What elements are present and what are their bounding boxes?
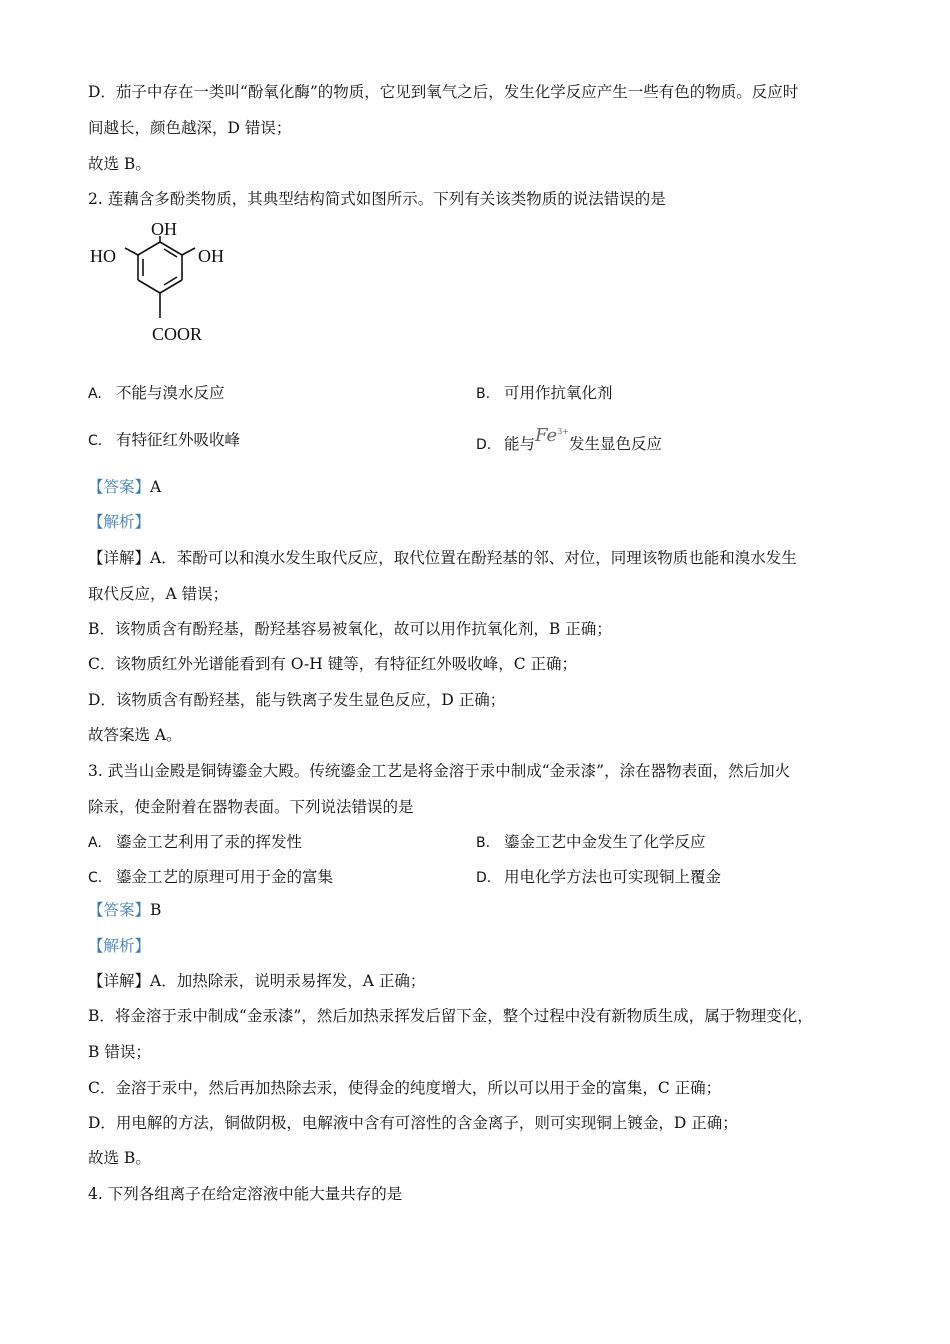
q2-detail-d: D．该物质含有酚羟基，能与铁离子发生显色反应，D 正确； bbox=[88, 691, 506, 709]
prev-detail-d-line1: D．茄子中存在一类叫“酚氧化酶”的物质，它见到氧气之后，发生化学反应产生一些有色的物质。反应时 bbox=[88, 83, 799, 101]
q3-detail-d: D．用电解的方法，铜做阴极，电解液中含有可溶性的含金离子，则可实现铜上镀金，D 正确； bbox=[88, 1114, 738, 1132]
q2-analysis-tag: 【解析】 bbox=[88, 513, 151, 531]
coor-label: COOR bbox=[152, 324, 203, 344]
q3-option-a: A. 鎏金工艺利用了汞的挥发性 bbox=[88, 833, 303, 851]
q2-stem: 2. 莲藕含多酚类物质，其典型结构简式如图所示。下列有关该类物质的说法错误的是 bbox=[88, 190, 666, 208]
prev-conclusion: 故选 B。 bbox=[88, 155, 151, 173]
q3-detail-b-line1: B．将金溶于汞中制成“金汞漆”，然后加热汞挥发后留下金，整个过程中没有新物质生成，属于物理变化， bbox=[88, 1007, 813, 1025]
q3-option-b: B. 鎏金工艺中金发生了化学反应 bbox=[476, 833, 706, 851]
q3-option-c: C. 鎏金工艺的原理可用于金的富集 bbox=[88, 868, 334, 886]
q2-answer: 【答案】A bbox=[88, 478, 162, 496]
q3-option-d: D. 用电化学方法也可实现铜上覆金 bbox=[476, 868, 722, 886]
q2-detail-c: C．该物质红外光谱能看到有 O-H 键等，有特征红外吸收峰，C 正确； bbox=[88, 655, 578, 673]
oh-left-label: HO bbox=[90, 246, 116, 266]
q2-option-c: C. 有特征红外吸收峰 bbox=[88, 431, 241, 449]
q2-conclusion: 故答案选 A。 bbox=[88, 726, 182, 744]
q3-detail-b-line2: B 错误； bbox=[88, 1043, 151, 1061]
q3-stem-line2: 除汞，使金附着在器物表面。下列说法错误的是 bbox=[88, 798, 414, 816]
q2-option-d: D. 能与$Fe^{3+}$发生显色反应 bbox=[476, 425, 662, 453]
q2-detail-b: B．该物质含有酚羟基，酚羟基容易被氧化，故可以用作抗氧化剂，B 正确； bbox=[88, 620, 612, 638]
q3-detail-a: 【详解】A．加热除汞，说明汞易挥发，A 正确； bbox=[88, 972, 426, 990]
oh-right-label: OH bbox=[198, 246, 224, 266]
q3-conclusion: 故选 B。 bbox=[88, 1149, 151, 1167]
oh-top-label: OH bbox=[151, 222, 177, 239]
q2-detail-a-line2: 取代反应，A 错误； bbox=[88, 585, 229, 603]
polyphenol-structure bbox=[85, 222, 245, 352]
prev-detail-d-line2: 间越长，颜色越深，D 错误； bbox=[88, 119, 292, 137]
q4-stem: 4. 下列各组离子在给定溶液中能大量共存的是 bbox=[88, 1185, 403, 1203]
q3-analysis-tag: 【解析】 bbox=[88, 937, 151, 955]
q2-detail-a-line1: 【详解】A．苯酚可以和溴水发生取代反应，取代位置在酚羟基的邻、对位，同理该物质也能和溴水发生 bbox=[88, 549, 797, 567]
fe-ion-formula: $Fe^{3+}$ bbox=[535, 425, 569, 446]
q3-detail-c: C．金溶于汞中，然后再加热除去汞，使得金的纯度增大，所以可以用于金的富集，C 正确； bbox=[88, 1079, 722, 1097]
q2-option-b: B. 可用作抗氧化剂 bbox=[476, 384, 613, 402]
q2-option-a: A. 不能与溴水反应 bbox=[88, 384, 225, 402]
q3-answer: 【答案】B bbox=[88, 901, 162, 919]
q3-stem-line1: 3. 武当山金殿是铜铸鎏金大殿。传统鎏金工艺是将金溶于汞中制成“金汞漆”，涂在器物表面，然后加火 bbox=[88, 762, 791, 780]
